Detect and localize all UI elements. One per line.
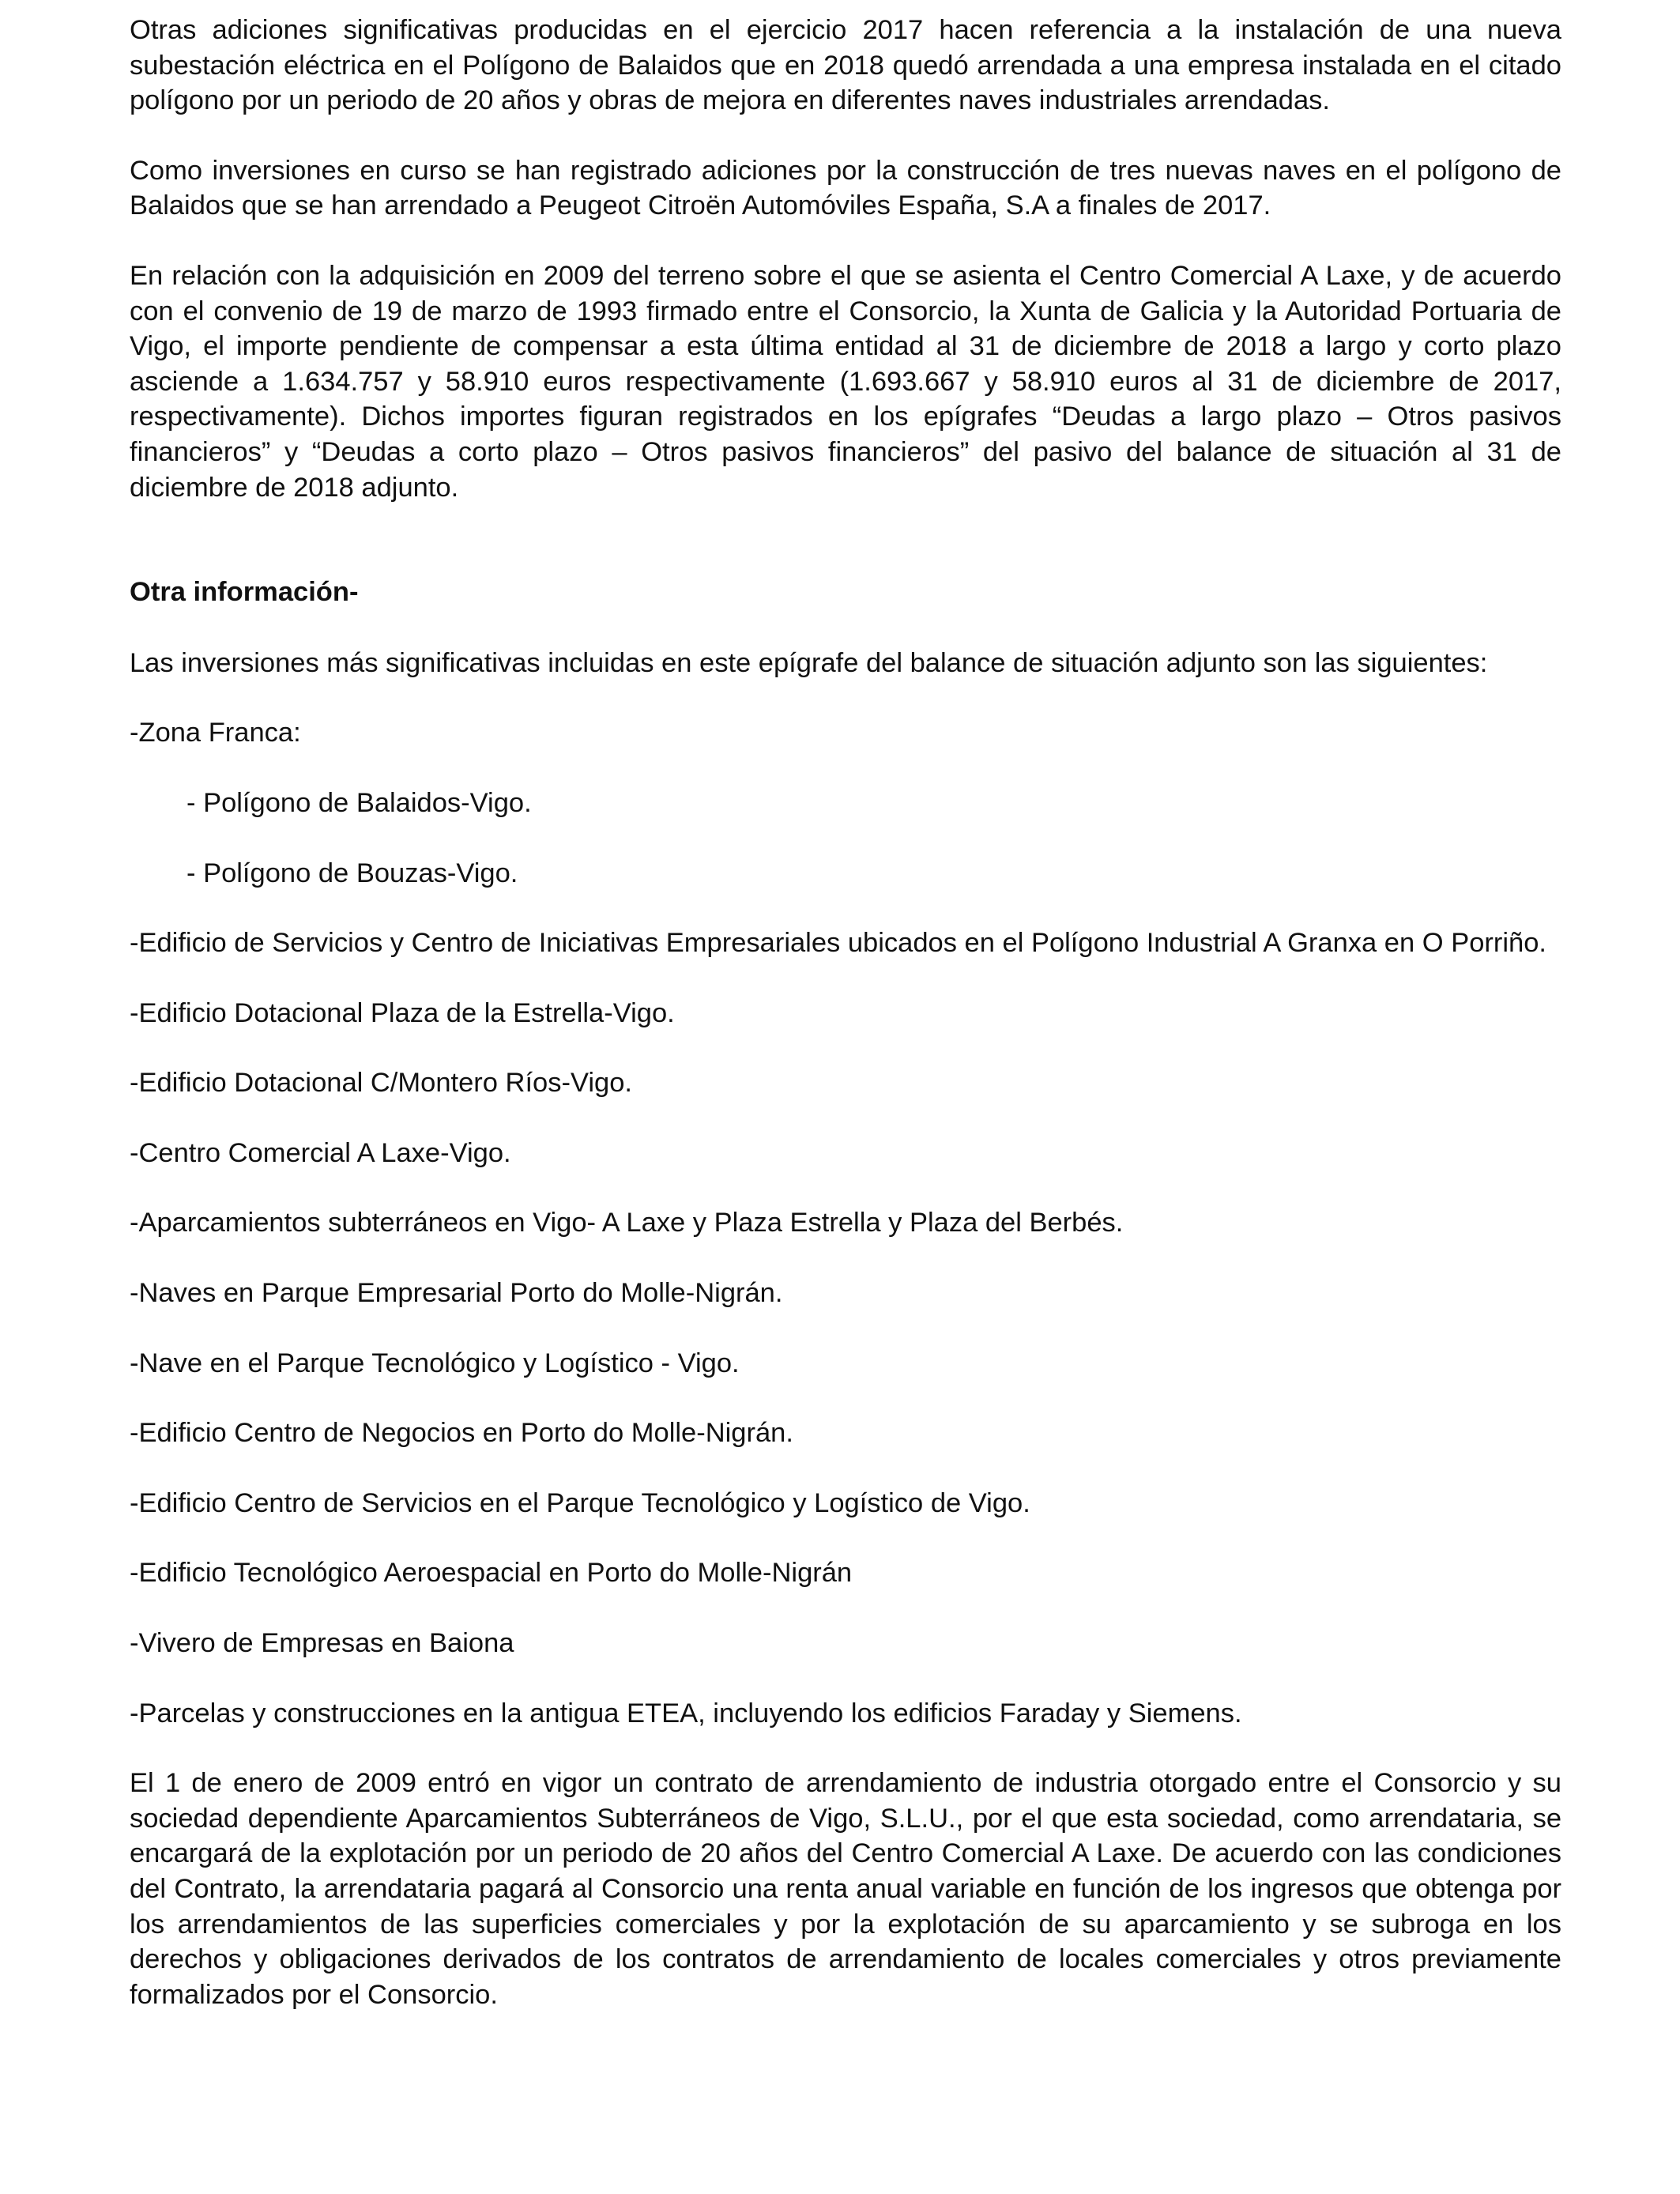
list-item: -Parcelas y construcciones en la antigua ETEA, incluyendo los edificios Faraday y Siemens. (130, 1698, 1242, 1728)
zone-franca-label: -Zona Franca: (130, 718, 301, 748)
document-page (130, 13, 1561, 2012)
list-item: -Centro Comercial A Laxe-Vigo. (130, 1137, 511, 1168)
list-item: -Edificio Dotacional C/Montero Ríos-Vigo. (130, 1068, 632, 1099)
zone-item-bouzas: - Polígono de Bouzas-Vigo. (186, 858, 518, 888)
investments-list (130, 925, 1561, 1731)
paragraph-additions-2017: Otras adiciones significativas producidas en el ejercicio 2017 hacen referencia a la instalación de una nueva subestación eléctrica en el Polígono de Balaidos que en 2018 quedó arrendada a una empresa instalada en el citado polígono por un periodo de 20 años y obras de mejora en diferentes naves industriales arrendadas. (130, 15, 1561, 116)
list-item: -Aparcamientos subterráneos en Vigo- A Laxe y Plaza Estrella y Plaza del Berbés. (130, 1208, 1124, 1238)
section-intro: Las inversiones más significativas incluidas en este epígrafe del balance de situación adjunto son las siguientes: (130, 647, 1488, 678)
section-heading: Otra información- (130, 577, 359, 608)
list-item: -Edificio Centro de Servicios en el Parque Tecnológico y Logístico de Vigo. (130, 1487, 1030, 1518)
paragraph-lease-contract: El 1 de enero de 2009 entró en vigor un contrato de arrendamiento de industria otorgado entre el Consorcio y su sociedad dependiente Aparcamientos Subterráneos de Vigo, S.L.U., por el que esta sociedad, como arrendataria, se encargará de la explotación por un periodo de 20 años del Centro Comercial A Laxe. De acuerdo con las condiciones del Contrato, la arrendataria pagará al Consorcio una renta anual variable en función de los ingresos que obtenga por los arrendamientos de las superficies comerciales y por la explotación de su aparcamiento y se subroga en los derechos y obligaciones derivados de los contratos de arrendamiento de locales comerciales y otros previamente formalizados por el Consorcio. (130, 1768, 1561, 2010)
list-item: -Vivero de Empresas en Baiona (130, 1628, 514, 1659)
list-item: -Edificio Dotacional Plaza de la Estrella-Vigo. (130, 997, 675, 1028)
list-item: -Edificio de Servicios y Centro de Iniciativas Empresariales ubicados en el Polígono Industrial A Granxa en O Porriño. (130, 928, 1546, 959)
list-item: -Edificio Centro de Negocios en Porto do Molle-Nigrán. (130, 1418, 793, 1449)
list-item: -Edificio Tecnológico Aeroespacial en Porto do Molle-Nigrán (130, 1558, 853, 1589)
paragraph-investments-in-progress: Como inversiones en curso se han registrado adiciones por la construcción de tres nuevas naves en el polígono de Balaidos que se han arrendado a Peugeot Citroën Automóviles España, S.A a finales de 2017. (130, 155, 1561, 221)
list-item: -Naves en Parque Empresarial Porto do Molle-Nigrán. (130, 1278, 783, 1309)
zone-item-balaidos: - Polígono de Balaidos-Vigo. (186, 787, 532, 818)
list-item: -Nave en el Parque Tecnológico y Logístico - Vigo. (130, 1348, 740, 1378)
paragraph-a-laxe-land: En relación con la adquisición en 2009 del terreno sobre el que se asienta el Centro Comercial A Laxe, y de acuerdo con el convenio de 19 de marzo de 1993 firmado entre el Consorcio, la Xunta de Galicia y la Autoridad Portuaria de Vigo, el importe pendiente de compensar a esta última entidad al 31 de diciembre de 2018 a largo y corto plazo asciende a 1.634.757 y 58.910 euros respectivamente (1.693.667 y 58.910 euros al 31 de diciembre de 2017, respectivamente). Dichos importes figuran registrados en los epígrafes “Deudas a largo plazo – Otros pasivos financieros” y “Deudas a corto plazo – Otros pasivos financieros” del pasivo del balance de situación al 31 de diciembre de 2018 adjunto. (130, 260, 1561, 503)
